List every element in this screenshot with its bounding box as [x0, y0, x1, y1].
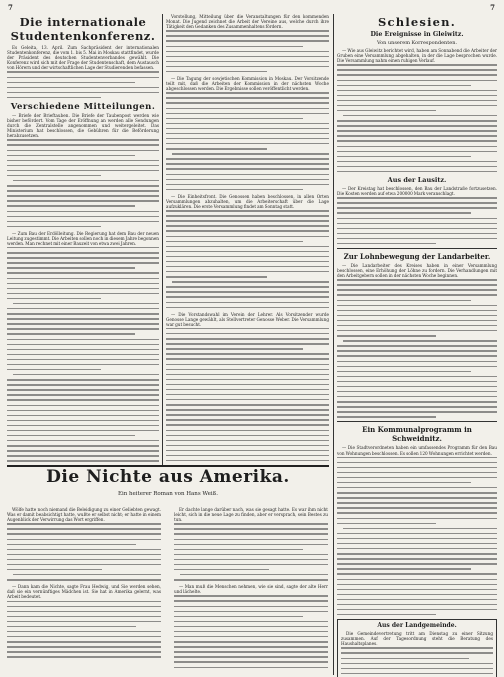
article-body-text	[337, 197, 497, 244]
article-paragraph: — Wie aus Gleiwitz berichtet wird, haben am Sonnabend die Arbeiter der Gruben eine Versammlung abgehalten, in der die Lage besprochen wurde. Die Versammlung nahm einen ruhigen Verlauf.	[337, 48, 497, 64]
article-paragraph: Es Geleita, 13. April. Zum Sachpräsident der internationalen Studentenkonferenz, die vom 1. bis 5. Mai in Moskau stattfindet, wurde der Präsident des deutschen Studentenverbandes gewählt. Die Konferenz wird sich mit der Frage der Studentenschaft, dem Austausch von Hörern und der wirtschaftlichen Lage der Studierenden befassen.	[7, 45, 159, 71]
article-byline: Von unserem Korrespondenten.	[376, 40, 458, 46]
notice-text: Die Gemeindevertretung tritt am Dienstag zu einer Sitzung zusammen. Auf der Tagesordnung steht die Beratung des Haushaltsplanes.	[341, 631, 493, 647]
article-body-text	[166, 30, 329, 72]
novel-paragraph: — Dann kam die Nichte, sagte Frau Hedwig, und Sie werden sehen, daß sie ein vernünftiges Mädchen ist. Sie hat in Amerika gelernt, was Arbeit bedeutet.	[7, 584, 161, 600]
left-column	[7, 14, 159, 466]
article-paragraph: — Die Stadtverordneten haben ein umfassendes Programm für den Bau von Wohnungen beschlossen. Es sollen 120 Wohnungen errichtet werden.	[337, 445, 497, 456]
novel-paragraph: — Man muß die Menschen nehmen, wie sie sind, sagte der alte Herr und lächelte.	[174, 584, 328, 595]
notice-body-text	[341, 647, 493, 677]
article-heading: Die internationale Studentenkonferenz.	[10, 15, 156, 43]
feuilleton-column-right	[174, 507, 328, 672]
article-heading: Die Ereignisse in Gleiwitz.	[370, 31, 464, 38]
article-body-text	[166, 92, 329, 190]
article-paragraph: — Die Einheitsfront. Die Genossen haben beschlossen, in allen Orten Versammlungen abzuhalten, um die Arbeiterschaft über die Lage aufzuklären. Die erste Versammlung findet am Sonntag statt.	[166, 193, 329, 210]
article-body-text	[7, 247, 159, 466]
article-body-text	[337, 279, 497, 418]
article-body-text	[337, 64, 497, 172]
article-body-text	[166, 210, 329, 308]
article-paragraph: — Briefe der Brieftauben. Die Briefe der Taubenpost werden wie bisher befördert. Vom Tage der Eröffnung an werden alle Sendungen durch die Zentralstelle angenommen und weitergeleitet. Das Ministerium hat beschlossen, die Gebühren für die Beförderung herabzusetzen.	[7, 112, 159, 139]
article-body-text	[7, 71, 159, 98]
divider	[337, 248, 497, 249]
divider	[337, 421, 497, 422]
article-heading: Ein Kommunalprogramm in Schweidnitz.	[362, 425, 472, 444]
article-paragraph: — Der Kreistag hat beschlossen, den Bau der Landstraße fortzusetzen. Die Kosten werden auf etwa 200000 Mark veranschlagt.	[337, 186, 497, 197]
middle-column	[166, 14, 329, 466]
right-column	[337, 14, 497, 677]
novel-body-text	[7, 601, 161, 658]
column-rule	[162, 14, 163, 465]
article-paragraph: — Zum Bau der Erdölleitung. Die Regierung hat dem Bau der neuen Leitung zugestimmt. Die Arbeiten sollen noch in diesem Jahre begonnen werden. Man rechnet mit einer Bauzeit von etwa zwei Jahren.	[7, 230, 159, 246]
article-paragraph: Vorstellung, Mitteilung über die Veranstaltungen für den kommenden Monat. Die Jugend zeichnet die Arbeit der Vereine aus, welche durch ihre Tätigkeit den Gedanken des Zusammenhaltens fördern.	[166, 14, 329, 30]
page-number-left: 7	[8, 3, 13, 12]
article-body-text	[337, 457, 497, 616]
feuilleton-column-left	[7, 507, 161, 672]
section-heading: Verschiedene Mitteilungen.	[10, 101, 156, 112]
page-number-right: 7	[490, 3, 495, 12]
notice-box	[337, 619, 497, 677]
column-rule	[333, 14, 334, 675]
article-paragraph: — Die Landarbeiter des Kreises haben in einer Versammlung beschlossen, eine Erhöhung der Löhne zu fordern. Die Verhandlungen mit den Arbeitgebern sollen in der nächsten Woche beginnen.	[337, 262, 497, 279]
novel-subtitle: Ein heiterer Roman von Hans Weiß.	[117, 491, 219, 497]
article-heading: Zur Lohnbewegung der Landarbeiter.	[343, 251, 491, 261]
article-paragraph: — Die Tagung der sowjetischen Kommission in Moskau. Der Vorsitzende teilt mit, daß die Arbeiten der Kommission in der nächsten Woche abgeschlossen werden. Die Ergebnisse sollen veröffentlicht werden.	[166, 75, 329, 92]
notice-heading: Aus der Landgemeinde.	[377, 622, 457, 630]
novel-paragraph: Wölfe hatte noch niemand die Beleidigung zu einer Geliebten gewagt. Was er damit beabsichtigt hatte, wußte er selbst nicht; er hatte in einem Augenblick der Verwirrung das Wort ergriffen.	[7, 507, 161, 523]
feuilleton	[7, 467, 329, 674]
article-body-text	[7, 139, 159, 227]
novel-title: Die Nichte aus Amerika.	[46, 467, 290, 487]
novel-body-text	[174, 595, 328, 667]
novel-body-text	[174, 523, 328, 580]
article-body-text	[166, 328, 329, 466]
novel-body-text	[7, 523, 161, 580]
article-heading: Aus der Lausitz.	[387, 176, 447, 184]
section-heading: Schlesien.	[378, 15, 456, 29]
novel-paragraph: Er dachte lange darüber nach, was sie gesagt hatte. Es war ihm nicht leicht, sich in die neue Lage zu finden, aber er versprach, sein Bestes zu tun.	[174, 507, 328, 523]
article-paragraph: — Die Vorstandswahl im Verein der Lehrer. Als Vorsitzender wurde Genosse Lange gewählt, als Stellvertreter Genosse Weber. Die Versammlung war gut besucht.	[166, 311, 329, 327]
